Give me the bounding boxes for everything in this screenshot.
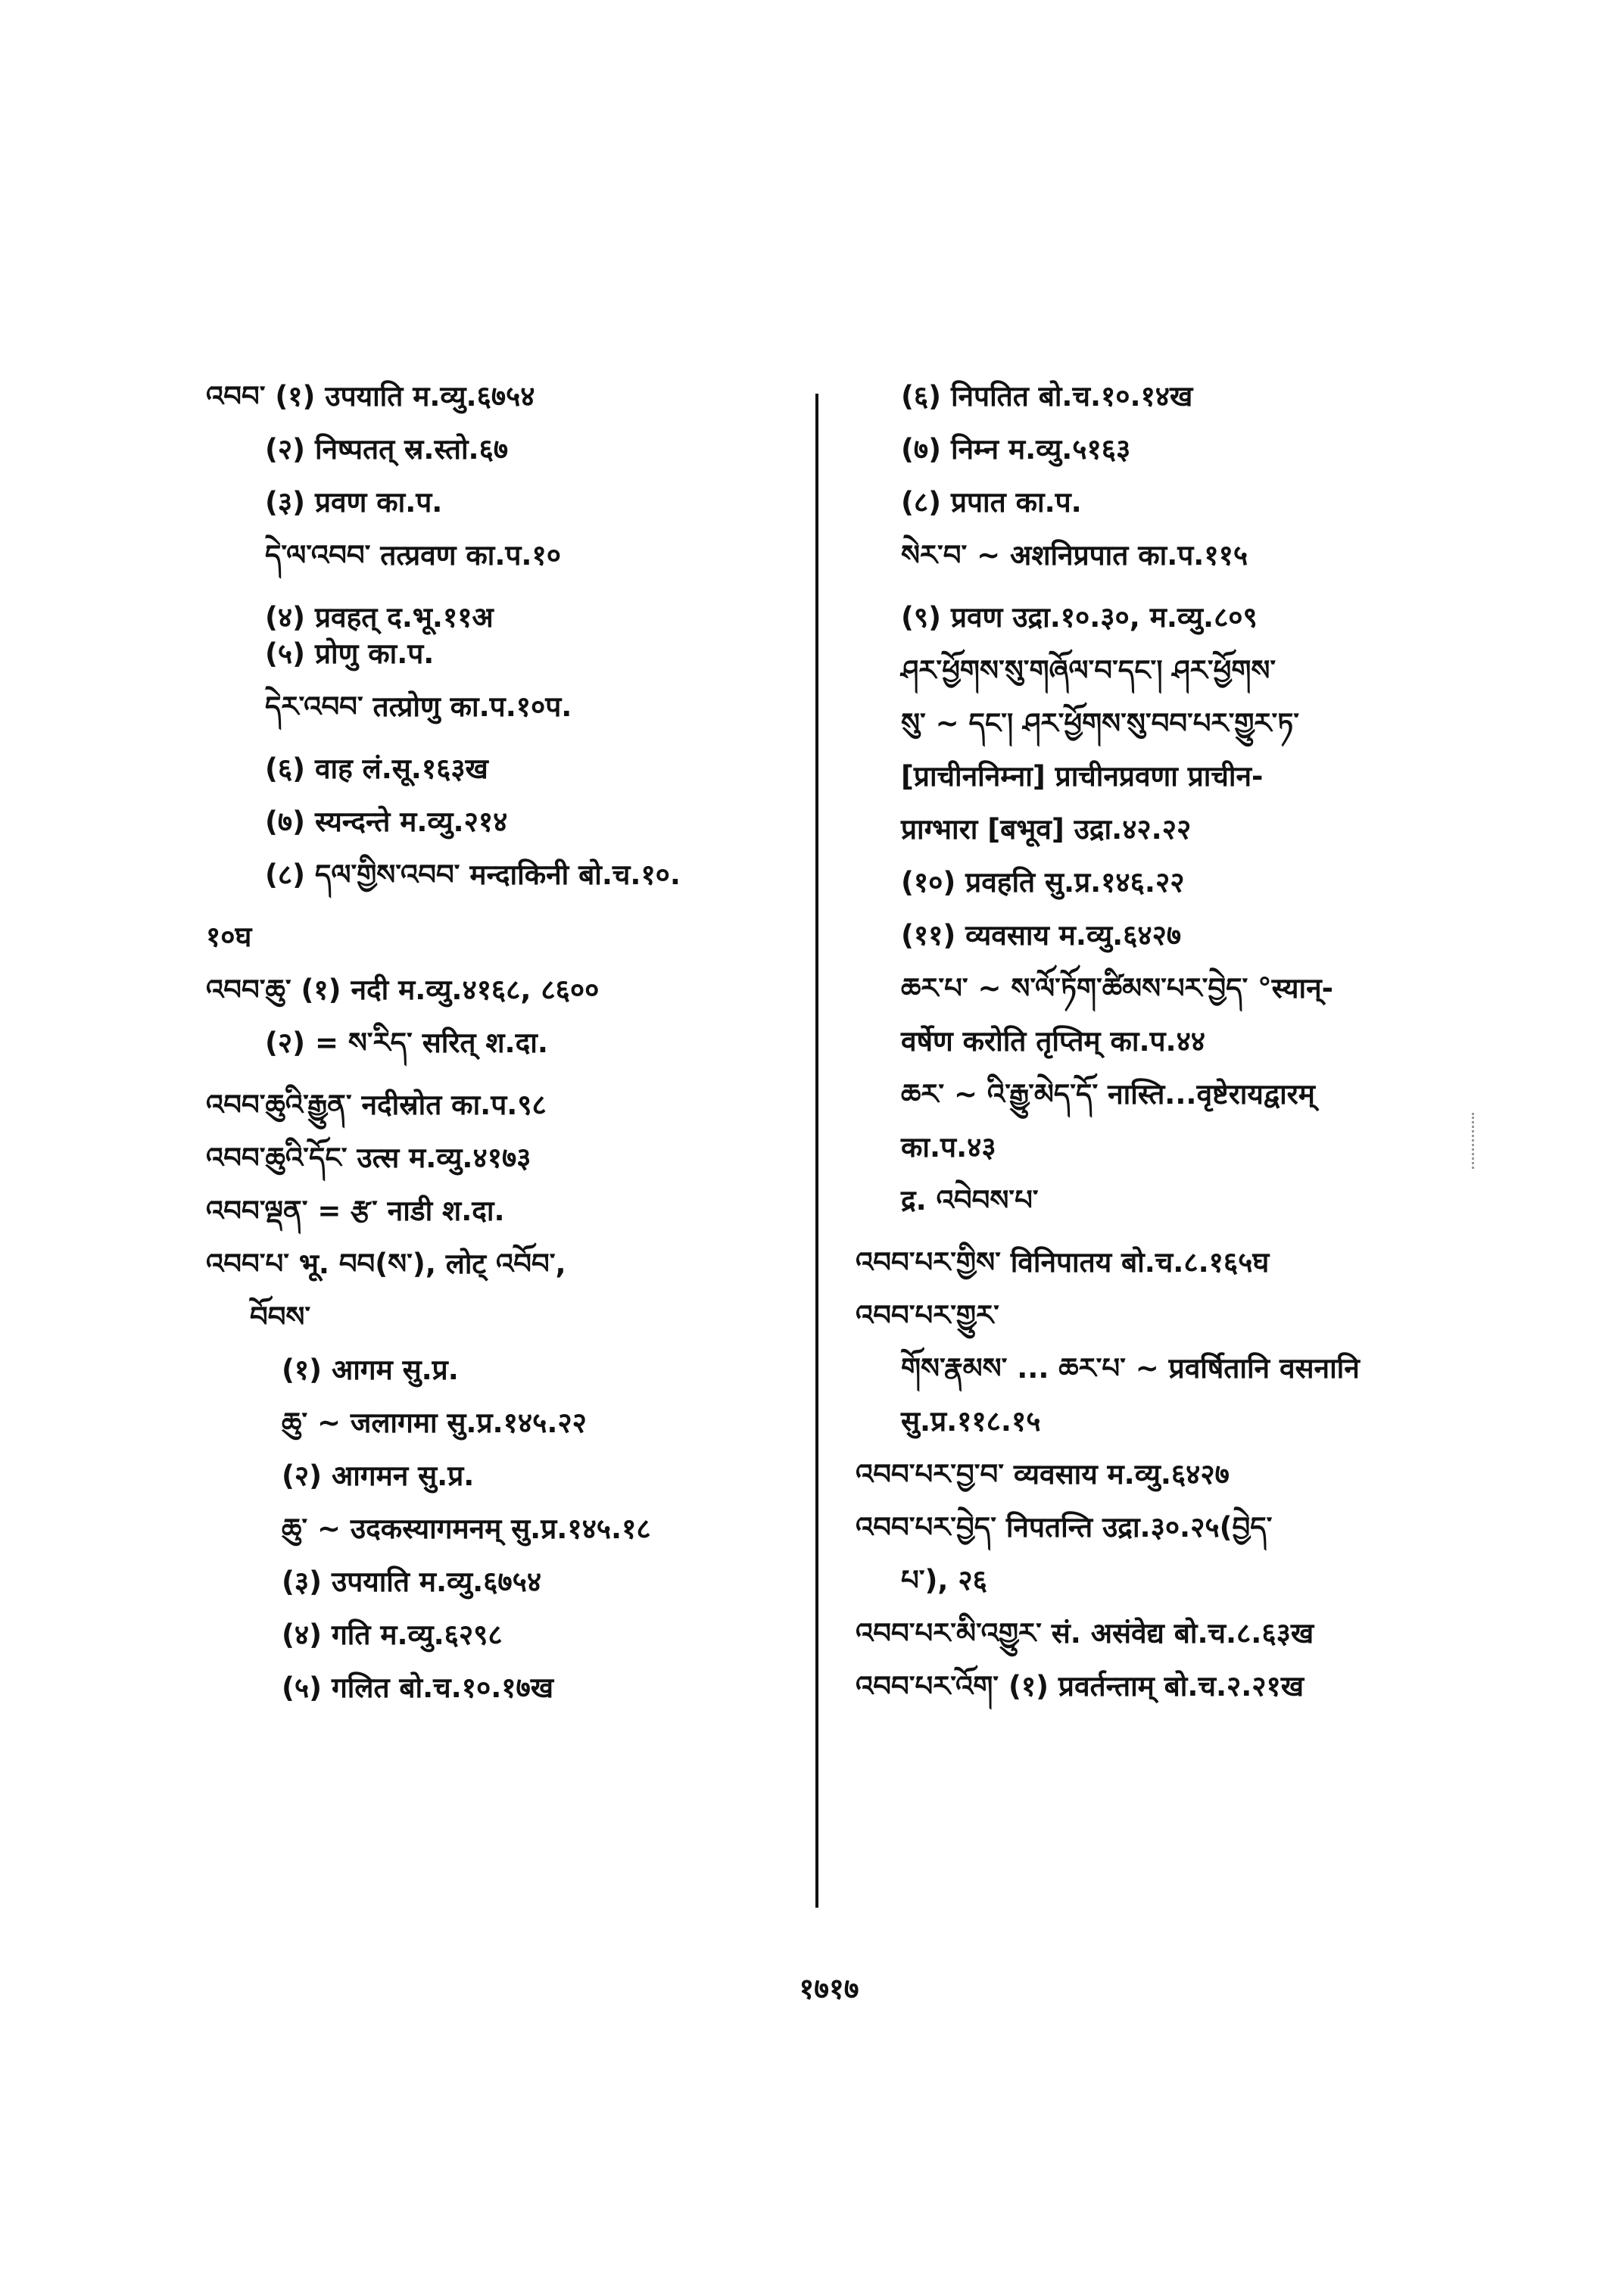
- entry-line: (६) निपतित बो.च.१०.१४ख: [901, 380, 1193, 413]
- entry-line: प्राग्भारा [बभूव] उद्रा.४२.२२: [901, 813, 1192, 846]
- scan-dots: [1472, 1113, 1476, 1169]
- entry-line: འབབ་ཆུ་ (१) नदी म.व्यु.४१६८, ८६००: [206, 974, 600, 1006]
- entry-line: དེར་འབབ་ तत्प्रोणु का.प.१०प.: [265, 690, 572, 723]
- entry-line: (२) निष्पतत् स्र.स्तो.६७: [265, 433, 509, 466]
- entry-line: (१०) प्रवहति सु.प्र.१४६.२२: [901, 866, 1185, 899]
- right-column: [856, 379, 1476, 1705]
- entry-line: (६) वाह लं.सू.१६३ख: [265, 752, 488, 785]
- entry-line: འབབ་པར་མི་འགྱུར་ सं. असंवेद्य बो.च.८.६३ख: [856, 1617, 1314, 1650]
- entry-line: (५) गलित बो.च.१०.१७ख: [282, 1671, 554, 1704]
- entry-line: (७) निम्न म.व्यु.५१६३: [901, 433, 1131, 466]
- entry-line: འབབ་པར་བྱེད་ निपतन्ति उद्रा.३०.२५(བྱེད་: [856, 1511, 1273, 1544]
- entry-line: གོས་རྣམས་ ... ཆར་པ་ ~ प्रवर्षितानि वसनानि: [901, 1352, 1360, 1385]
- entry-line: འབབ་པར་འོག་ (१) प्रवर्तन्ताम् बो.च.२.२१ख: [856, 1670, 1304, 1703]
- entry-line: ཆུ་ ~ जलागमा सु.प्र.१४५.२२: [282, 1407, 587, 1439]
- entry-line: का.प.४३: [901, 1131, 996, 1164]
- entry-line: འབབ་པར་གྱུར་: [856, 1299, 999, 1332]
- entry-line: द्र. འབེབས་པ་: [901, 1184, 1039, 1217]
- entry-line: (३) उपयाति म.व्यु.६७५४: [282, 1566, 542, 1598]
- entry-line: འབབ་ལྡན་ = རྩ་ नाडी श.दा.: [206, 1195, 505, 1227]
- entry-line: (८) प्रपात का.प.: [901, 486, 1082, 519]
- entry-line: [प्राचीननिम्ना] प्राचीनप्रवणा प्राचीन-: [901, 760, 1264, 793]
- entry-line: འབབ་ (१) उपयाति म.व्यु.६७५४: [206, 380, 535, 413]
- entry-line: (२) आगमन सु.प्र.: [282, 1460, 475, 1492]
- entry-line: (११) व्यवसाय म.व्यु.६४२७: [901, 919, 1182, 952]
- entry-line: འབབ་པ་ भू. བབ(ས་), लोट् འབོབ་,: [206, 1248, 566, 1280]
- entry-line: འབབ་པར་བྱ་བ་ व्यवसाय म.व्यु.६४२७: [856, 1458, 1230, 1491]
- entry-line: १०घ: [206, 921, 252, 953]
- entry-line: འབབ་པར་གྱིས་ विनिपातय बो.च.८.१६५घ: [856, 1246, 1270, 1279]
- entry-line: འབབ་ཆུའི་དོང་ उत्स म.व्यु.४१७३: [206, 1142, 531, 1174]
- entry-line: (४) प्रवहत् द.भू.११अ: [265, 601, 494, 634]
- entry-line: (३) प्रवण का.प.: [265, 486, 443, 519]
- entry-line: སུ་ ~ དང་། ཤར་ཕྱོགས་སུ་བབ་པར་གྱུར་ཏ་: [901, 707, 1300, 740]
- entry-line: (५) प्रोणु का.प.: [265, 637, 435, 670]
- entry-line: སེར་བ་ ~ अशनिप्रपात का.प.११५: [901, 539, 1248, 572]
- entry-line: ཤར་ཕྱོགས་སུ་གཞོལ་བ་དང་། ཤར་ཕྱོགས་: [901, 654, 1276, 687]
- entry-line: ཆུ་ ~ उदकस्यागमनम् सु.प्र.१४५.१८: [282, 1513, 651, 1545]
- entry-line: (१) आगम सु.प्र.: [282, 1354, 459, 1386]
- entry-line: ཆར་པ་ ~ ས་ལོ་ཏོག་ཚིམས་པར་བྱེད་ °स्यान्-: [901, 972, 1333, 1005]
- entry-line: वर्षेण करोति तृप्तिम् का.प.४४: [901, 1025, 1206, 1058]
- left-column: [206, 379, 804, 1706]
- entry-line: དེ་ལ་འབབ་ तत्प्रवण का.प.१०: [265, 539, 561, 572]
- entry-line: (९) प्रवण उद्रा.१०.३०, म.व्यु.८०९: [901, 601, 1258, 634]
- entry-line: པ་), २६: [901, 1564, 987, 1597]
- entry-line: (७) स्यन्दन्ते म.व्यु.२१४: [265, 805, 508, 838]
- entry-line: (८) དལ་གྱིས་འབབ་ मन्दाकिनी बो.च.१०.: [265, 858, 681, 891]
- page-number: १७१७: [799, 1972, 859, 2005]
- entry-line: འབབ་ཆུའི་རྒྱུན་ नदीस्रोत का.प.९८: [206, 1089, 547, 1121]
- entry-line: (२) = ས་རིད་ सरित् श.दा.: [265, 1027, 548, 1059]
- column-divider: [815, 394, 818, 1908]
- entry-line: ཆར་ ~ འི་རྒྱུ་མེད་དོ་ नास्ति...वृष्टेरायद्वारम्: [901, 1078, 1315, 1111]
- entry-line: सु.प्र.११८.१५: [901, 1405, 1041, 1438]
- entry-line: བོབས་: [250, 1301, 311, 1333]
- entry-line: (४) गति म.व्यु.६२९८: [282, 1618, 503, 1651]
